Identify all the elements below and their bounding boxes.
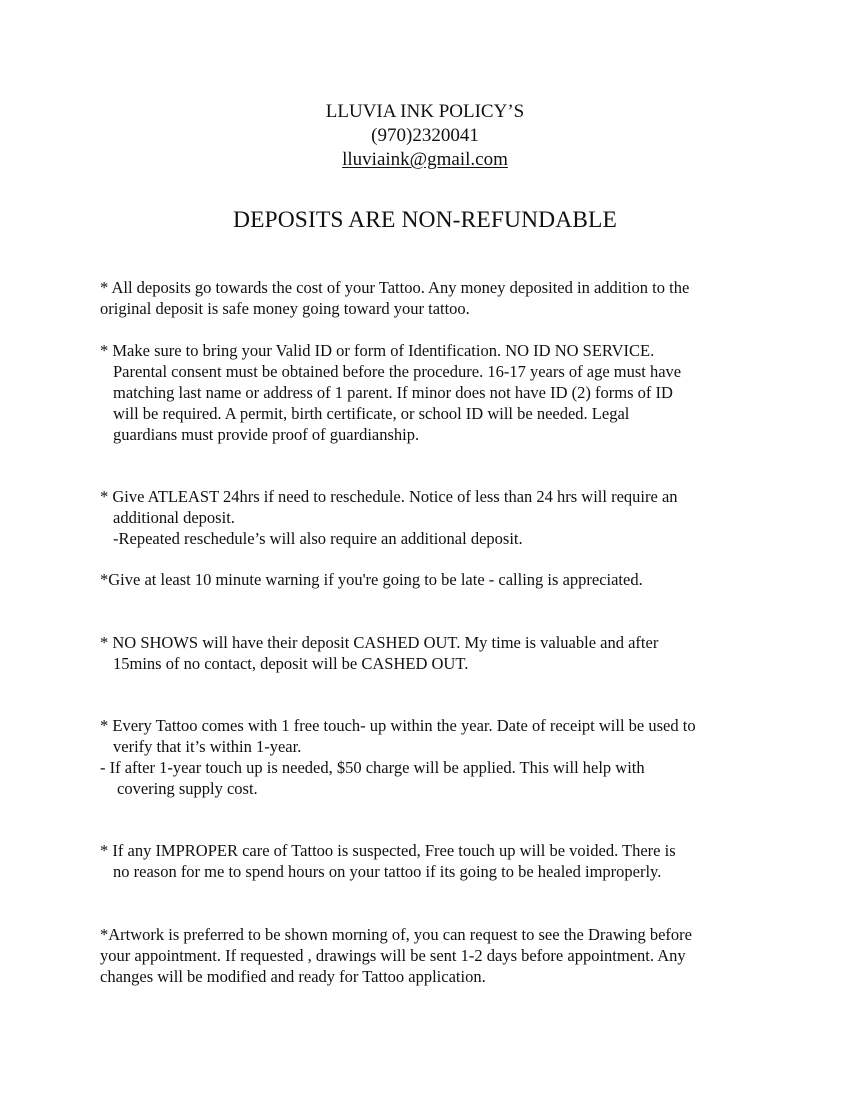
policy-line: your appointment. If requested , drawings will be sent 1-2 days before appointment. Any xyxy=(100,946,686,965)
policy-line: * All deposits go towards the cost of your Tattoo. Any money deposited in addition to the xyxy=(100,278,690,297)
policy-line: * Every Tattoo comes with 1 free touch- up within the year. Date of receipt will be used to xyxy=(100,716,696,735)
policy-late-warning xyxy=(100,569,643,590)
policy-line: *Artwork is preferred to be shown morning of, you can request to see the Drawing before xyxy=(100,925,692,944)
policy-line: - If after 1-year touch up is needed, $50 charge will be applied. This will help with xyxy=(100,758,645,777)
email-link[interactable]: lluviaink@gmail.com xyxy=(342,149,508,170)
deposit-headline: DEPOSITS ARE NON-REFUNDABLE xyxy=(233,207,617,233)
policy-line: * Make sure to bring your Valid ID or form of Identification. NO ID NO SERVICE. xyxy=(100,341,655,360)
policy-no-shows xyxy=(100,632,658,674)
policy-line: no reason for me to spend hours on your tattoo if its going to be healed improperly. xyxy=(113,862,662,881)
policy-line: changes will be modified and ready for Tattoo application. xyxy=(100,967,486,986)
policy-line: Parental consent must be obtained before the procedure. 16-17 years of age must have xyxy=(113,362,682,381)
policy-line: original deposit is safe money going toward your tattoo. xyxy=(100,299,470,318)
policy-deposits xyxy=(100,277,689,319)
document-title: LLUVIA INK POLICY’S xyxy=(325,101,525,122)
policy-line: * If any IMPROPER care of Tattoo is suspected, Free touch up will be voided. There is xyxy=(100,841,676,860)
policy-reschedule xyxy=(100,486,678,549)
policy-line: matching last name or address of 1 parent. If minor does not have ID (2) forms of ID xyxy=(113,383,673,402)
policy-line: verify that it’s within 1-year. xyxy=(113,737,302,756)
policy-improper-care xyxy=(100,840,676,882)
policy-touch-up xyxy=(100,715,696,799)
policy-line: covering supply cost. xyxy=(117,779,258,798)
policy-artwork xyxy=(100,924,692,987)
policy-line: *Give at least 10 minute warning if you're going to be late - calling is appreciated. xyxy=(100,570,643,589)
policy-line: * NO SHOWS will have their deposit CASHED OUT. My time is valuable and after xyxy=(100,633,659,652)
policy-line: additional deposit. xyxy=(113,508,235,527)
policy-line: 15mins of no contact, deposit will be CASHED OUT. xyxy=(113,654,469,673)
policy-identification xyxy=(100,340,681,445)
policy-line: guardians must provide proof of guardianship. xyxy=(113,425,420,444)
policy-line: -Repeated reschedule’s will also require an additional deposit. xyxy=(113,529,523,548)
phone-number: (970)2320041 xyxy=(371,125,479,146)
policy-line: will be required. A permit, birth certificate, or school ID will be needed. Legal xyxy=(113,404,630,423)
policy-line: * Give ATLEAST 24hrs if need to reschedule. Notice of less than 24 hrs will require an xyxy=(100,487,678,506)
document-header xyxy=(0,100,850,172)
